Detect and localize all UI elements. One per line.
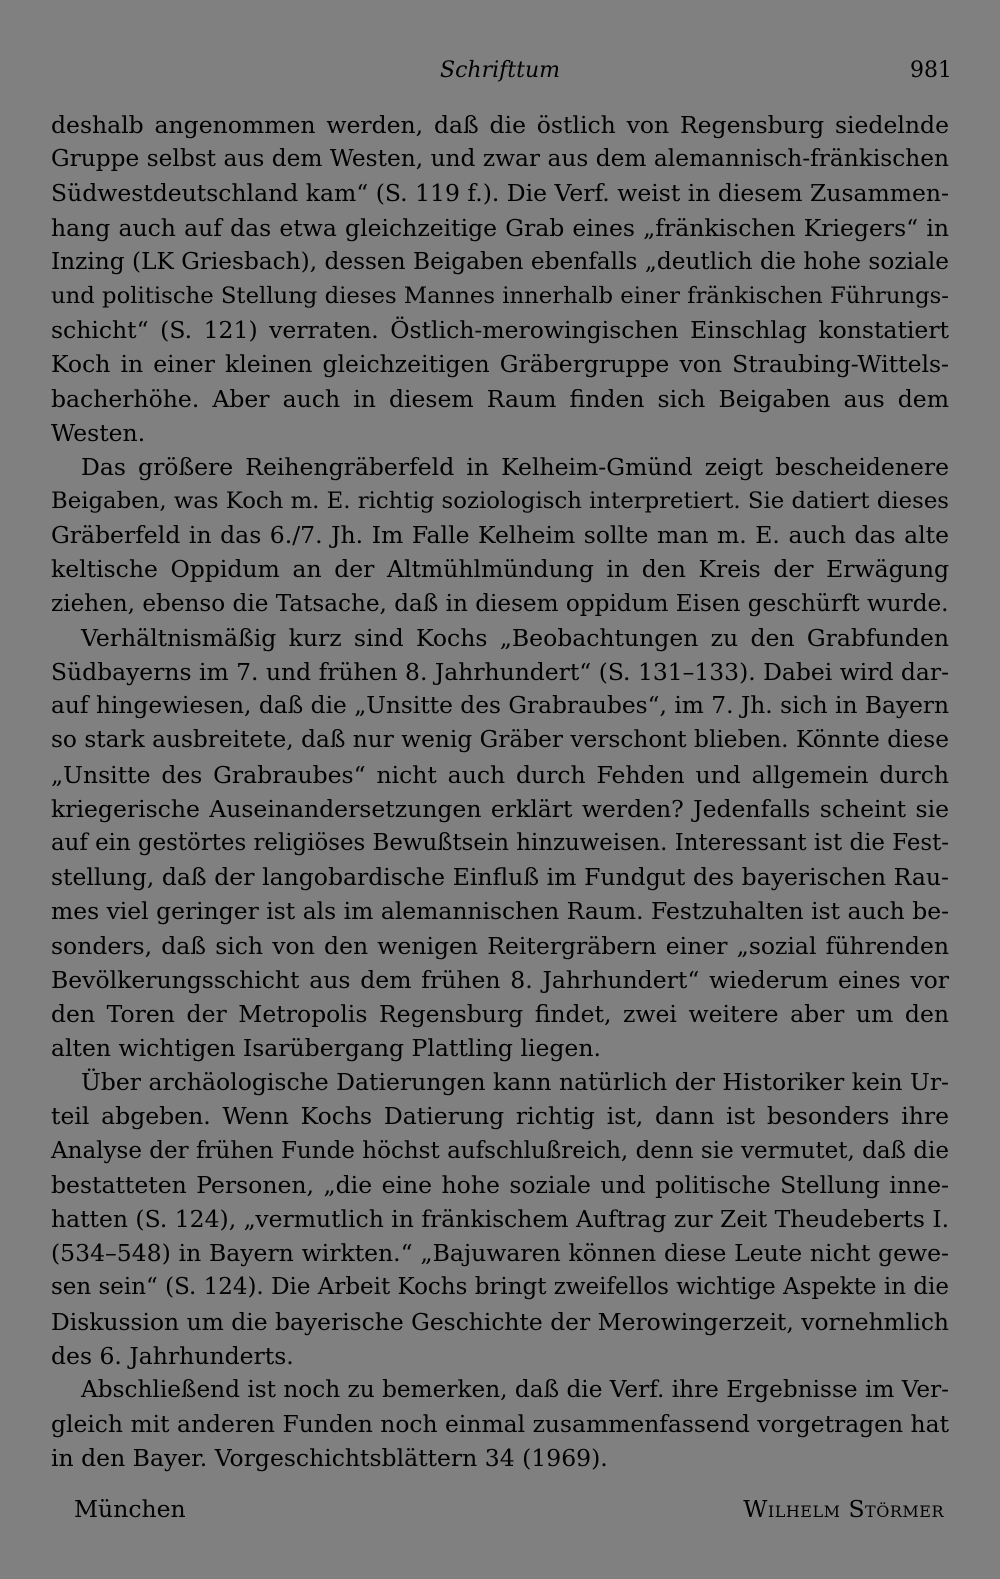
text-line: Südwestdeutschland kam“ (S. 119 f.). Die Verf. weist in diesem Zusammen- <box>51 179 949 208</box>
text-line: teil abgeben. Wenn Kochs Datierung richtig ist, dann ist besonders ihre <box>51 1102 949 1131</box>
text-line: schicht“ (S. 121) verraten. Östlich-merowingischen Einschlag konstatiert <box>51 316 949 345</box>
text-line: und politische Stellung dieses Mannes innerhalb einer fränkischen Führungs- <box>51 282 949 309</box>
text-line: „Unsitte des Grabraubes“ nicht auch durch Fehden und allgemein durch <box>51 760 949 789</box>
paragraph-1 <box>51 108 949 450</box>
text-line: so stark ausbreitete, daß nur wenig Gräber verschont blieben. Könnte diese <box>51 726 949 754</box>
text-line: Das größere Reihengräberfeld in Kelheim-Gmünd zeigt bescheidenere <box>81 452 949 481</box>
paragraph-4 <box>51 1065 949 1373</box>
text-line: (534–548) in Bayern wirkten.“ „Bajuwaren können diese Leute nicht gewe- <box>51 1239 949 1268</box>
text-line: auf hingewiesen, daß die „Unsitte des Grabraubes“, im 7. Jh. sich in Bayern <box>51 692 949 720</box>
signature-author: Wilhelm Störmer <box>743 1495 944 1523</box>
paragraph-2 <box>51 450 949 621</box>
text-line: Beigaben, was Koch m. E. richtig soziologisch interpretiert. Sie datiert dieses <box>51 488 949 515</box>
text-line: bacherhöhe. Aber auch in diesem Raum finden sich Beigaben aus dem <box>51 384 949 413</box>
text-line: deshalb angenommen werden, daß die östlich von Regensburg siedelnde <box>51 111 949 139</box>
paragraph-5 <box>51 1373 949 1476</box>
body-text <box>51 108 949 1476</box>
text-line: den Toren der Metropolis Regensburg findet, zwei weitere aber um den <box>51 999 949 1028</box>
text-line: Gruppe selbst aus dem Westen, und zwar aus dem alemannisch-fränkischen <box>51 145 949 173</box>
signature-place: München <box>74 1495 186 1523</box>
text-line: Westen. <box>51 418 146 447</box>
text-line: stellung, daß der langobardische Einfluß im Fundgut des bayerischen Rau- <box>51 863 949 892</box>
page-number: 981 <box>910 58 952 83</box>
text-line: in den Bayer. Vorgeschichtsblättern 34 (1969). <box>51 1444 608 1473</box>
text-line: Südbayerns im 7. und frühen 8. Jahrhundert“ (S. 131–133). Dabei wird dar- <box>51 658 949 686</box>
text-line: kriegerische Auseinandersetzungen erklärt werden? Jedenfalls scheint sie <box>51 794 949 823</box>
text-line: Inzing (LK Griesbach), dessen Beigaben ebenfalls „deutlich die hohe soziale <box>51 247 949 275</box>
running-header-title: Schrifttum <box>440 58 560 83</box>
text-line: des 6. Jahrhunderts. <box>51 1341 294 1370</box>
text-line: mes viel geringer ist als im alemannischen Raum. Festzuhalten ist auch be- <box>51 897 949 926</box>
text-line: hang auch auf das etwa gleichzeitige Grab eines „fränkischen Kriegers“ in <box>51 213 949 242</box>
text-line: Verhältnismäßig kurz sind Kochs „Beobachtungen zu den Grabfunden <box>81 623 949 652</box>
text-line: ziehen, ebenso die Tatsache, daß in diesem oppidum Eisen geschürft wurde. <box>51 590 949 617</box>
text-line: auf ein gestörtes religiöses Bewußtsein hinzuweisen. Interessant ist die Fest- <box>51 829 949 856</box>
text-line: gleich mit anderen Funden noch einmal zusammenfassend vorgetragen hat <box>51 1410 949 1439</box>
paragraph-3 <box>51 621 949 1065</box>
text-line: sen sein“ (S. 124). Die Arbeit Kochs bringt zweifellos wichtige Aspekte in die <box>51 1274 949 1301</box>
text-line: bestatteten Personen, „die eine hohe soziale und politische Stellung inne- <box>51 1170 949 1199</box>
text-line: Diskussion um die bayerische Geschichte der Merowingerzeit, vornehmlich <box>51 1307 949 1336</box>
text-line: Über archäologische Datierungen kann natürlich der Historiker kein Ur- <box>81 1068 949 1097</box>
text-line: Gräberfeld in das 6./7. Jh. Im Falle Kelheim sollte man m. E. auch das alte <box>51 521 949 550</box>
text-line: keltische Oppidum an der Altmühlmündung in den Kreis der Erwägung <box>51 555 949 584</box>
text-line: Abschließend ist noch zu bemerken, daß die Verf. ihre Ergebnisse im Ver- <box>81 1375 949 1403</box>
text-line: Analyse der frühen Funde höchst aufschlußreich, denn sie vermutet, daß die <box>51 1137 949 1164</box>
text-line: sonders, daß sich von den wenigen Reitergräbern einer „sozial führenden <box>51 931 949 960</box>
text-line: Koch in einer kleinen gleichzeitigen Gräbergruppe von Straubing-Wittels- <box>51 350 949 379</box>
text-line: hatten (S. 124), „vermutlich in fränkischem Auftrag zur Zeit Theudeberts I. <box>51 1205 950 1233</box>
text-line: alten wichtigen Isarübergang Plattling liegen. <box>51 1034 601 1063</box>
text-line: Bevölkerungsschicht aus dem frühen 8. Jahrhundert“ wiederum eines vor <box>51 965 949 994</box>
